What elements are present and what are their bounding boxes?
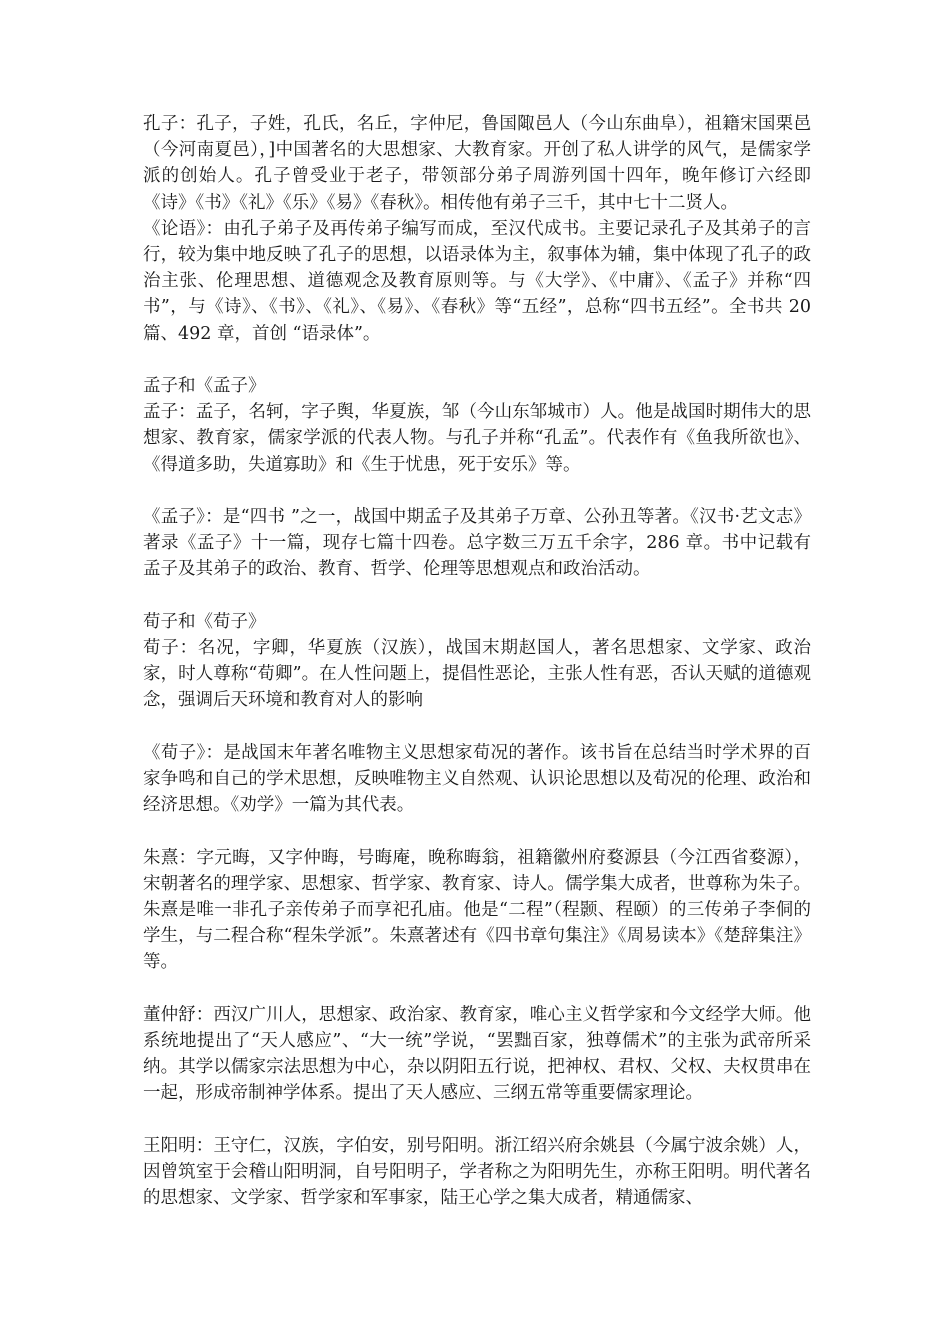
paragraph-xunzi-book: 《荀子》：是战国末年著名唯物主义思想家荀况的著作。该书旨在总结当时学术界的百家争鸣和自己的学术思想，反映唯物主义自然观、认识论思想以及荀况的伦理、政治和经济思想。《劝学》一篇为其代表。 (143, 742, 811, 816)
spacer (143, 976, 811, 1002)
section-heading-mencius: 孟子和《孟子》 (143, 376, 266, 397)
spacer (143, 714, 811, 740)
spacer (143, 478, 811, 504)
paragraph-analects: 《论语》：由孔子弟子及再传弟子编写而成，至汉代成书。主要记录孔子及其弟子的言行，较为集中地反映了孔子的思想，以语录体为主，叙事体为辅，集中体现了孔子的政治主张、伦理思想、道德观念及教育原则等。与《大学》、《中庸》、《孟子》并称“四书”，与《诗》、《书》、《礼》、《易》、《春秋》等“五经”，总称“四书五经”。全书共 20 篇、492 章，首创 “语录体”。 (143, 218, 811, 344)
paragraph-wang-yangming: 王阳明：王守仁，汉族，字伯安，别号阳明。浙江绍兴府余姚县（今属宁波余姚）人，因曾筑室于会稽山阳明洞，自号阳明子，学者称之为阳明先生，亦称王阳明。明代著名的思想家、文学家、哲学家和军事家，陆王心学之集大成者，精通儒家、 (143, 1135, 811, 1209)
paragraph-dong-zhongshu: 董仲舒：西汉广川人，思想家、政治家、教育家，唯心主义哲学家和今文经学大师。他系统地提出了“天人感应”、“大一统”学说，“罢黜百家，独尊儒术”的主张为武帝所采纳。其学以儒家宗法思想为中心，杂以阴阳五行说，把神权、君权、父权、夫权贯串在一起，形成帝制神学体系。提出了天人感应、三纲五常等重要儒家理论。 (143, 1004, 811, 1104)
paragraph-mencius: 孟子：孟子，名轲，字子舆，华夏族，邹（今山东邹城市）人。他是战国时期伟大的思想家、教育家，儒家学派的代表人物。与孔子并称“孔孟”。代表作有《鱼我所欲也》、《得道多助，失道寡助》和《生于忧患，死于安乐》等。 (143, 402, 811, 475)
paragraph-xunzi: 荀子：名况，字卿，华夏族（汉族），战国末期赵国人，著名思想家、文学家、政治家，时人尊称“荀卿”。在人性问题上，提倡性恶论，主张人性有恶，否认天赋的道德观念，强调后天环境和教育对人的影响 (143, 638, 811, 711)
paragraph-mencius-book: 《孟子》：是“四书 ”之一，战国中期孟子及其弟子万章、公孙丑等著。《汉书·艺文志》著录《孟子》十一篇，现存七篇十四卷。总字数三万五千余字，286 章。书中记载有孟子及其弟子的政治、教育、哲学、伦理等思想观点和政治活动。 (143, 507, 811, 580)
document-body (143, 111, 811, 1211)
spacer (143, 583, 811, 609)
paragraph-confucius: 孔子：孔子，子姓，孔氏，名丘，字仲尼，鲁国陬邑人（今山东曲阜），祖籍宋国栗邑（今河南夏邑），]中国著名的大思想家、大教育家。开创了私人讲学的风气，是儒家学派的创始人。孔子曾受业于老子，带领部分弟子周游列国十四年，晚年修订六经即《诗》《书》《礼》《乐》《易》《春秋》。相传他有弟子三千，其中七十二贤人。 (143, 114, 811, 213)
spacer (143, 347, 811, 373)
paragraph-zhu-xi: 朱熹：字元晦，又字仲晦，号晦庵，晚称晦翁，祖籍徽州府婺源县（今江西省婺源），宋朝著名的理学家、思想家、哲学家、教育家、诗人。儒学集大成者，世尊称为朱子。朱熹是唯一非孔子亲传弟子而享祀孔庙。他是“二程”（程颢、程颐）的三传弟子李侗的学生，与二程合称“程朱学派”。朱熹著述有《四书章句集注》《周易读本》《楚辞集注》等。 (143, 847, 811, 973)
spacer (143, 818, 811, 844)
spacer (143, 1107, 811, 1133)
section-heading-xunzi: 荀子和《荀子》 (143, 611, 266, 632)
